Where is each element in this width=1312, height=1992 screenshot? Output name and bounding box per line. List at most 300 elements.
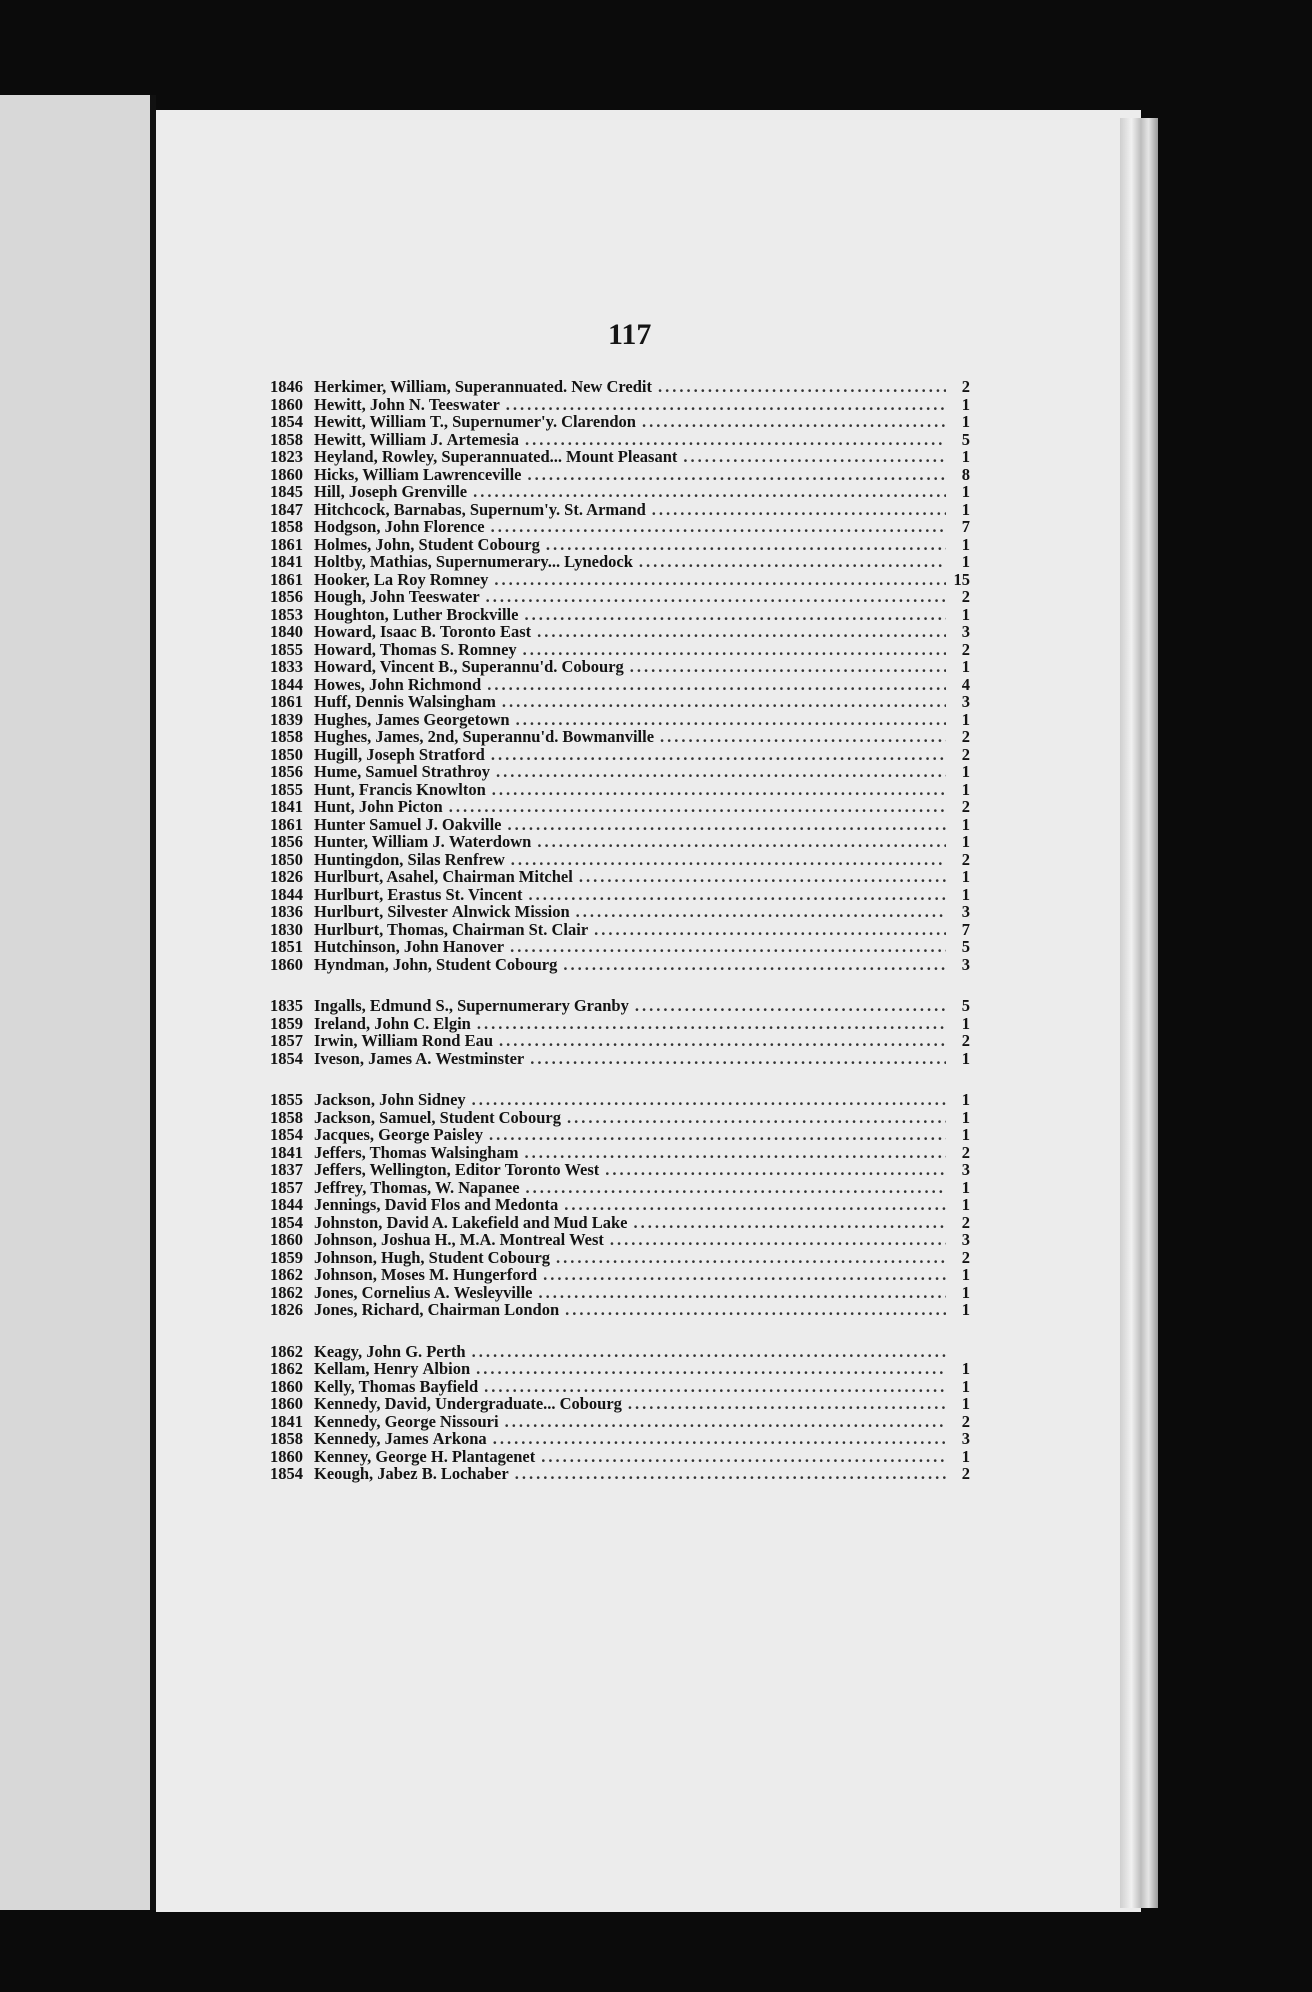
- entry-count: 3: [961, 1429, 970, 1448]
- entry-count: 2: [961, 587, 970, 606]
- list-item: [270, 1196, 970, 1214]
- list-item: [270, 466, 970, 484]
- entry-place: Cobourg: [477, 534, 540, 554]
- dot-leader: [492, 781, 946, 799]
- entry-place: Toronto West: [504, 1160, 600, 1179]
- entry-name: Jeffrey, Thomas, W.: [314, 1177, 455, 1197]
- entry-place: Clarendon: [561, 412, 636, 431]
- entry-year: 1857: [270, 1177, 303, 1197]
- entry-year: 1854: [270, 1212, 303, 1232]
- dot-leader: [491, 746, 946, 764]
- entry-name: Hutchinson, John: [314, 937, 439, 956]
- dot-leader: [502, 693, 946, 711]
- entry-name: Ingalls, Edmund S., Supernumerary: [314, 996, 570, 1015]
- dot-leader: [610, 1231, 946, 1249]
- dot-leader: [515, 1465, 946, 1483]
- entry-count: 3: [961, 692, 970, 711]
- list-item: [270, 868, 970, 886]
- entry-name: Howard, Isaac B.: [314, 622, 436, 641]
- list-item: [270, 1343, 970, 1361]
- entry-name: Hooker, La Roy: [314, 569, 426, 589]
- entry-name: Huntingdon, Silas: [314, 849, 441, 869]
- entry-name: Heyland, Rowley, Superannuated...: [314, 447, 562, 466]
- entry-count: 4: [961, 674, 970, 694]
- dot-leader: [508, 816, 946, 834]
- dot-leader: [594, 921, 946, 939]
- dot-leader: [493, 1430, 946, 1448]
- list-item: [270, 903, 970, 921]
- entry-year: 1844: [270, 884, 303, 904]
- entry-name: Hyndman, John, Student: [314, 954, 491, 974]
- entry-count: 2: [961, 1411, 970, 1431]
- list-item: [270, 1430, 970, 1448]
- entry-place: Lakefield and Mud Lake: [451, 1212, 628, 1232]
- entry-year: 1833: [270, 657, 303, 676]
- entry-place: Lochaber: [440, 1464, 509, 1483]
- list-item: [270, 1050, 970, 1068]
- entry-name: Hewitt, John N.: [314, 394, 425, 414]
- entry-name: Irwin, William: [314, 1031, 418, 1050]
- entry-place: Romney: [429, 569, 489, 589]
- entry-year: 1861: [270, 569, 303, 589]
- entry-count: 3: [961, 622, 970, 641]
- entry-place: Teeswater: [428, 394, 500, 414]
- entry-place: New Credit: [571, 377, 652, 396]
- entry-year: 1850: [270, 849, 303, 869]
- entry-name: Hugill, Joseph: [314, 744, 415, 764]
- entry-name: Hodgson, John: [314, 517, 420, 536]
- entry-place: Granby: [573, 996, 629, 1015]
- entry-year: 1836: [270, 902, 303, 921]
- entry-year: 1841: [270, 1142, 303, 1162]
- dot-leader: [491, 518, 946, 536]
- page-number: 117: [608, 318, 652, 351]
- dot-leader: [683, 448, 946, 466]
- dot-leader: [565, 1301, 946, 1319]
- entry-count: 1: [961, 1376, 970, 1396]
- entry-name: Hewitt, William T., Supernumer'y.: [314, 412, 558, 431]
- list-item: [270, 413, 970, 431]
- list-item: [270, 536, 970, 554]
- list-item: [270, 1465, 970, 1483]
- entry-name: Jackson, John: [314, 1090, 414, 1109]
- dot-leader: [505, 1413, 946, 1431]
- entry-count: 3: [961, 1160, 970, 1179]
- entry-place: Hungerford: [452, 1265, 538, 1284]
- dot-leader: [524, 606, 946, 624]
- entry-name: Hicks, William: [314, 464, 419, 484]
- entry-place: Toronto East: [439, 622, 532, 641]
- list-item: [270, 1032, 970, 1050]
- entry-name: Hunter Samuel J.: [314, 814, 438, 834]
- entry-place: Lynedock: [564, 552, 633, 571]
- entry-count: 1: [961, 1125, 970, 1144]
- entry-place: Knowlton: [416, 779, 486, 799]
- dot-leader: [524, 1144, 946, 1162]
- entry-name: Jeffers, Thomas: [314, 1142, 427, 1162]
- entry-year: 1854: [270, 1048, 303, 1068]
- entry-name: Hurlburt, Thomas, Chairman: [314, 919, 525, 939]
- entry-place: St. Clair: [528, 919, 589, 939]
- entry-name: Keagy, John G.: [314, 1341, 423, 1361]
- list-item: [270, 431, 970, 449]
- entry-place: Teeswater: [408, 587, 480, 606]
- dot-leader: [543, 1266, 946, 1284]
- list-item: [270, 1109, 970, 1127]
- entry-place: Montreal West: [499, 1230, 604, 1249]
- list-item: [270, 623, 970, 641]
- list-item: [270, 816, 970, 834]
- entry-name: Holmes, John, Student: [314, 534, 474, 554]
- entry-year: 1837: [270, 1160, 303, 1179]
- entry-count: 1: [961, 884, 970, 904]
- entry-count: 2: [961, 849, 970, 869]
- list-item: [270, 1249, 970, 1267]
- entry-count: 1: [961, 534, 970, 554]
- entry-year: 1862: [270, 1359, 303, 1378]
- list-item: [270, 1284, 970, 1302]
- dot-leader: [476, 1360, 946, 1378]
- entry-year: 1858: [270, 1429, 303, 1448]
- letter-group: [270, 378, 970, 973]
- entry-place: Sidney: [417, 1090, 466, 1109]
- entry-place: Picton: [397, 797, 443, 816]
- entry-place: Walsingham: [430, 1142, 519, 1162]
- entry-count: 2: [961, 1031, 970, 1050]
- list-item: [270, 553, 970, 571]
- dot-leader: [472, 1343, 946, 1361]
- entry-count: 1: [961, 604, 970, 624]
- dot-leader: [523, 641, 946, 659]
- entry-name: Ireland, John C.: [314, 1013, 430, 1033]
- dot-leader: [528, 466, 947, 484]
- entry-place: Plantagenet: [451, 1446, 536, 1466]
- list-item: [270, 1144, 970, 1162]
- entry-count: 15: [953, 569, 970, 589]
- dot-leader: [563, 956, 946, 974]
- entry-year: 1853: [270, 604, 303, 624]
- list-item: [270, 1161, 970, 1179]
- list-item: [270, 518, 970, 536]
- entry-count: 5: [961, 429, 970, 449]
- list-item: [270, 746, 970, 764]
- entry-name: Hurlburt, Silvester: [314, 902, 448, 921]
- dot-leader: [477, 1015, 946, 1033]
- entry-place: Grenville: [401, 482, 468, 501]
- entry-place: Georgetown: [423, 709, 510, 729]
- entry-year: 1835: [270, 996, 303, 1015]
- entry-year: 1858: [270, 1107, 303, 1127]
- entry-name: Kellam, Henry: [314, 1359, 419, 1378]
- entry-name: Hitchcock, Barnabas, Supernum'y.: [314, 499, 561, 519]
- list-item: [270, 1448, 970, 1466]
- list-item: [270, 851, 970, 869]
- entry-place: Arkona: [432, 1429, 487, 1448]
- entry-year: 1823: [270, 447, 303, 466]
- entry-count: 1: [961, 1359, 970, 1378]
- entry-year: 1860: [270, 394, 303, 414]
- entry-year: 1860: [270, 1394, 303, 1413]
- entry-place: Perth: [426, 1341, 466, 1361]
- entry-year: 1859: [270, 1247, 303, 1267]
- entry-name: Kennedy, George: [314, 1411, 436, 1431]
- list-item: [270, 676, 970, 694]
- entry-place: Alnwick Mission: [451, 902, 570, 921]
- entry-count: 2: [961, 1464, 970, 1483]
- entry-place: Hanover: [442, 937, 505, 956]
- entry-year: 1844: [270, 674, 303, 694]
- entry-year: 1862: [270, 1282, 303, 1302]
- entry-name: Johnson, Moses M.: [314, 1265, 449, 1284]
- dot-leader: [489, 1126, 946, 1144]
- dot-leader: [530, 1050, 946, 1068]
- entry-year: 1845: [270, 482, 303, 501]
- list-item: [270, 606, 970, 624]
- list-item: [270, 1179, 970, 1197]
- entry-year: 1858: [270, 727, 303, 746]
- entry-count: 1: [961, 657, 970, 676]
- list-item: [270, 571, 970, 589]
- list-item: [270, 781, 970, 799]
- entry-year: 1855: [270, 639, 303, 659]
- entry-count: 1: [961, 499, 970, 519]
- list-item: [270, 1395, 970, 1413]
- entry-place: Bowmanville: [562, 727, 655, 746]
- entry-year: 1854: [270, 412, 303, 431]
- entry-year: 1860: [270, 1230, 303, 1249]
- entry-year: 1841: [270, 552, 303, 571]
- entry-name: Hughes, James, 2nd, Superannu'd.: [314, 727, 559, 746]
- entry-place: Rond Eau: [421, 1031, 493, 1050]
- list-item: [270, 1231, 970, 1249]
- dot-leader: [576, 903, 946, 921]
- entry-year: 1856: [270, 762, 303, 781]
- entry-year: 1861: [270, 692, 303, 711]
- entry-year: 1841: [270, 1411, 303, 1431]
- entry-name: Keough, Jabez B.: [314, 1464, 437, 1483]
- entry-name: Houghton, Luther: [314, 604, 443, 624]
- entry-count: 1: [961, 482, 970, 501]
- list-item: [270, 763, 970, 781]
- entry-name: Hurlburt, Asahel, Chairman: [314, 867, 515, 886]
- entry-name: Johnson, Hugh, Student: [314, 1247, 484, 1267]
- entry-count: 2: [961, 1142, 970, 1162]
- entry-year: 1826: [270, 1300, 303, 1319]
- entry-year: 1839: [270, 709, 303, 729]
- entry-year: 1846: [270, 377, 303, 396]
- list-item: [270, 1214, 970, 1232]
- entry-name: Kelly, Thomas: [314, 1376, 416, 1396]
- entry-place: Waterdown: [448, 832, 532, 851]
- entry-count: 1: [961, 1013, 970, 1033]
- entry-name: Kennedy, David, Undergraduate...: [314, 1394, 556, 1413]
- entry-place: Lawrenceville: [422, 464, 522, 484]
- entry-name: Hewitt, William J.: [314, 429, 443, 449]
- dot-leader: [487, 676, 946, 694]
- entry-name: Huff, Dennis: [314, 692, 404, 711]
- list-item: [270, 641, 970, 659]
- entry-place: Mitchel: [518, 867, 573, 886]
- dot-leader: [484, 1378, 946, 1396]
- dot-leader: [486, 588, 946, 606]
- entry-count: 5: [961, 937, 970, 956]
- dot-leader: [473, 483, 946, 501]
- entry-year: 1862: [270, 1341, 303, 1361]
- entry-place: Walsingham: [407, 692, 496, 711]
- dot-leader: [567, 1109, 946, 1127]
- entry-count: 1: [961, 412, 970, 431]
- dot-leader: [658, 378, 946, 396]
- entry-place: Renfrew: [444, 849, 505, 869]
- entry-place: Cobourg: [498, 1107, 561, 1127]
- dot-leader: [511, 851, 946, 869]
- entry-place: Paisley: [433, 1125, 483, 1144]
- list-item: [270, 588, 970, 606]
- entry-name: Johnson, Joshua H., M.A.: [314, 1230, 496, 1249]
- entry-name: Hume, Samuel: [314, 762, 418, 781]
- left-page-edge: [0, 95, 152, 1910]
- list-item: [270, 1378, 970, 1396]
- entry-name: Hurlburt, Erastus: [314, 884, 442, 904]
- entry-place: Florence: [423, 517, 485, 536]
- entry-place: Nissouri: [439, 1411, 499, 1431]
- list-item: [270, 1126, 970, 1144]
- dot-leader: [496, 763, 946, 781]
- dot-leader: [494, 571, 946, 589]
- entry-place: Oakville: [441, 814, 502, 834]
- entry-count: 1: [961, 394, 970, 414]
- list-item: [270, 1413, 970, 1431]
- dot-leader: [499, 1032, 946, 1050]
- entry-year: 1862: [270, 1265, 303, 1284]
- entry-count: 1: [961, 1107, 970, 1127]
- list-item: [270, 378, 970, 396]
- dot-leader: [556, 1249, 946, 1267]
- entry-place: Bayfield: [419, 1376, 479, 1396]
- entry-year: 1830: [270, 919, 303, 939]
- entry-count: 1: [961, 1090, 970, 1109]
- letter-group: [270, 1091, 970, 1319]
- dot-leader: [605, 1161, 946, 1179]
- entry-name: Howard, Thomas S.: [314, 639, 454, 659]
- list-item: [270, 921, 970, 939]
- entry-name: Jennings, David: [314, 1195, 427, 1214]
- entry-count: 1: [961, 814, 970, 834]
- entry-name: Jones, Cornelius A.: [314, 1282, 450, 1302]
- entry-count: 2: [961, 377, 970, 396]
- list-item: [270, 693, 970, 711]
- dot-leader: [652, 501, 946, 519]
- dot-leader: [537, 623, 946, 641]
- entry-place: St. Armand: [564, 499, 646, 519]
- entry-count: 1: [961, 1282, 970, 1302]
- entry-name: Herkimer, William, Superannuated.: [314, 377, 568, 396]
- entry-year: 1860: [270, 464, 303, 484]
- entry-count: 2: [961, 1247, 970, 1267]
- entry-place: Cobourg: [559, 1394, 622, 1413]
- list-item: [270, 658, 970, 676]
- dot-leader: [660, 728, 946, 746]
- entry-year: 1860: [270, 1446, 303, 1466]
- entry-name: Hough, John: [314, 587, 405, 606]
- entry-count: 1: [961, 1446, 970, 1466]
- entry-count: 7: [961, 919, 970, 939]
- entry-count: 8: [961, 464, 970, 484]
- entry-count: 1: [961, 1195, 970, 1214]
- entry-name: Johnston, David A.: [314, 1212, 448, 1232]
- entry-year: 1861: [270, 534, 303, 554]
- entry-count: 1: [961, 762, 970, 781]
- dot-leader: [579, 868, 946, 886]
- entry-count: 3: [961, 902, 970, 921]
- dot-leader: [510, 938, 946, 956]
- page-edge: [1120, 118, 1158, 1908]
- list-item: [270, 798, 970, 816]
- list-item: [270, 1360, 970, 1378]
- list-item: [270, 956, 970, 974]
- dot-leader: [528, 886, 946, 904]
- entry-place: Cobourg: [561, 657, 624, 676]
- entry-place: Elgin: [433, 1013, 471, 1033]
- entry-count: 2: [961, 1212, 970, 1232]
- dot-leader: [516, 711, 946, 729]
- dot-leader: [630, 658, 946, 676]
- dot-leader: [546, 536, 946, 554]
- entry-place: Wesleyville: [453, 1282, 533, 1302]
- letter-group: [270, 1343, 970, 1483]
- dot-leader: [539, 1284, 946, 1302]
- entry-place: Flos and Medonta: [430, 1195, 559, 1214]
- list-item: [270, 886, 970, 904]
- entry-count: 1: [961, 447, 970, 466]
- dot-leader: [526, 1179, 946, 1197]
- dot-leader: [541, 1448, 946, 1466]
- entry-count: 5: [961, 996, 970, 1015]
- list-item: [270, 711, 970, 729]
- list-item: [270, 396, 970, 414]
- entry-name: Iveson, James A.: [314, 1048, 432, 1068]
- entry-name: Jackson, Samuel, Student: [314, 1107, 495, 1127]
- entry-place: St. Vincent: [445, 884, 523, 904]
- dot-leader: [525, 431, 946, 449]
- list-item: [270, 728, 970, 746]
- entry-name: Kenney, George H.: [314, 1446, 448, 1466]
- entry-year: 1858: [270, 517, 303, 536]
- entry-place: Napanee: [458, 1177, 520, 1197]
- entry-year: 1860: [270, 1376, 303, 1396]
- entry-year: 1855: [270, 1090, 303, 1109]
- entry-name: Jacques, George: [314, 1125, 430, 1144]
- list-item: [270, 1266, 970, 1284]
- entry-place: Albion: [422, 1359, 471, 1378]
- entry-count: 1: [961, 1265, 970, 1284]
- list-item: [270, 1301, 970, 1319]
- entry-place: Mount Pleasant: [566, 447, 678, 466]
- entry-count: 1: [961, 1177, 970, 1197]
- entry-year: 1850: [270, 744, 303, 764]
- dot-leader: [449, 798, 946, 816]
- entry-place: Westminster: [435, 1048, 525, 1068]
- minister-list: [270, 378, 970, 1507]
- dot-leader: [564, 1196, 946, 1214]
- entry-place: Romney: [457, 639, 517, 659]
- dot-leader: [635, 997, 946, 1015]
- entry-count: 1: [961, 1394, 970, 1413]
- dot-leader: [537, 833, 946, 851]
- entry-name: Hunt, John: [314, 797, 394, 816]
- entry-name: Howard, Vincent B., Superannu'd.: [314, 657, 558, 676]
- entry-name: Kennedy, James: [314, 1429, 429, 1448]
